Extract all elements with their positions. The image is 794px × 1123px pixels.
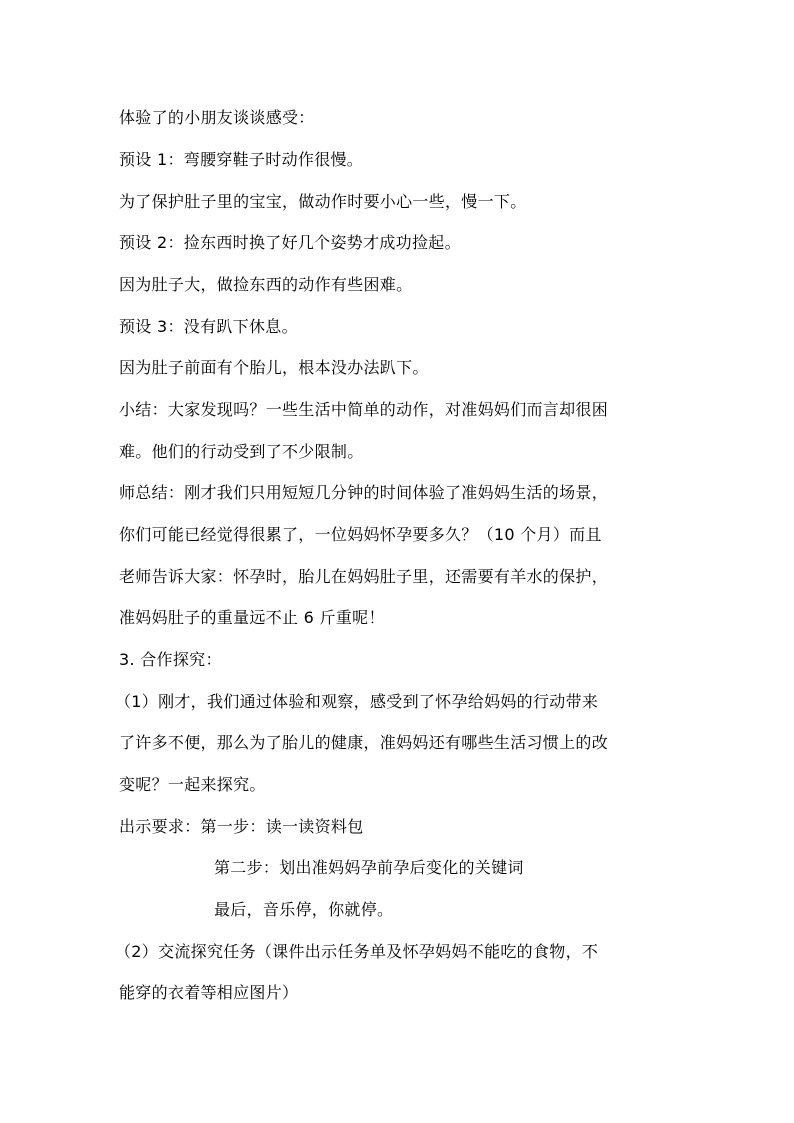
text-line: 为了保护肚子里的宝宝，做动作时要小心一些，慢一下。 (119, 192, 527, 211)
text-line: 师总结：刚才我们只用短短几分钟的时间体验了准妈妈生活的场景， (119, 483, 609, 502)
text-line: 最后，音乐停，你就停。 (214, 900, 394, 919)
text-line: 你们可能已经觉得很累了，一位妈妈怀孕要多久？（10 个月）而且 (119, 525, 602, 544)
text-line: 能穿的衣着等相应图片） (119, 983, 299, 1002)
text-line: 预设 1：弯腰穿鞋子时动作很慢。 (119, 150, 364, 169)
text-line: 因为肚子前面有个胎儿，根本没办法趴下。 (119, 358, 429, 377)
text-line: 老师告诉大家：怀孕时，胎儿在妈妈肚子里，还需要有羊水的保护， (119, 567, 609, 586)
text-line: 出示要求：第一步：读一读资料包 (119, 817, 364, 836)
text-line: 难。他们的行动受到了不少限制。 (119, 442, 364, 461)
text-line: 了许多不便，那么为了胎儿的健康，准妈妈还有哪些生活习惯上的改 (119, 733, 609, 752)
text-line: （2）交流探究任务（课件出示任务单及怀孕妈妈不能吃的食物，不 (115, 942, 599, 961)
section-heading: 3. 合作探究： (119, 650, 222, 669)
text-line: 预设 3：没有趴下休息。 (119, 317, 298, 336)
text-line: 小结：大家发现吗？一些生活中简单的动作，对准妈妈们而言却很困 (119, 400, 609, 419)
text-line: 第二步：划出准妈妈孕前孕后变化的关键词 (214, 858, 524, 877)
text-line: 因为肚子大，做捡东西的动作有些困难。 (119, 275, 413, 294)
text-line: 准妈妈肚子的重量远不止 6 斤重呢！ (119, 608, 385, 627)
text-line: 预设 2：捡东西时换了好几个姿势才成功捡起。 (119, 233, 461, 252)
text-line: 体验了的小朋友谈谈感受： (119, 108, 315, 127)
text-line: 变呢？一起来探究。 (119, 775, 266, 794)
text-line: （1）刚才，我们通过体验和观察，感受到了怀孕给妈妈的行动带来 (115, 692, 599, 711)
